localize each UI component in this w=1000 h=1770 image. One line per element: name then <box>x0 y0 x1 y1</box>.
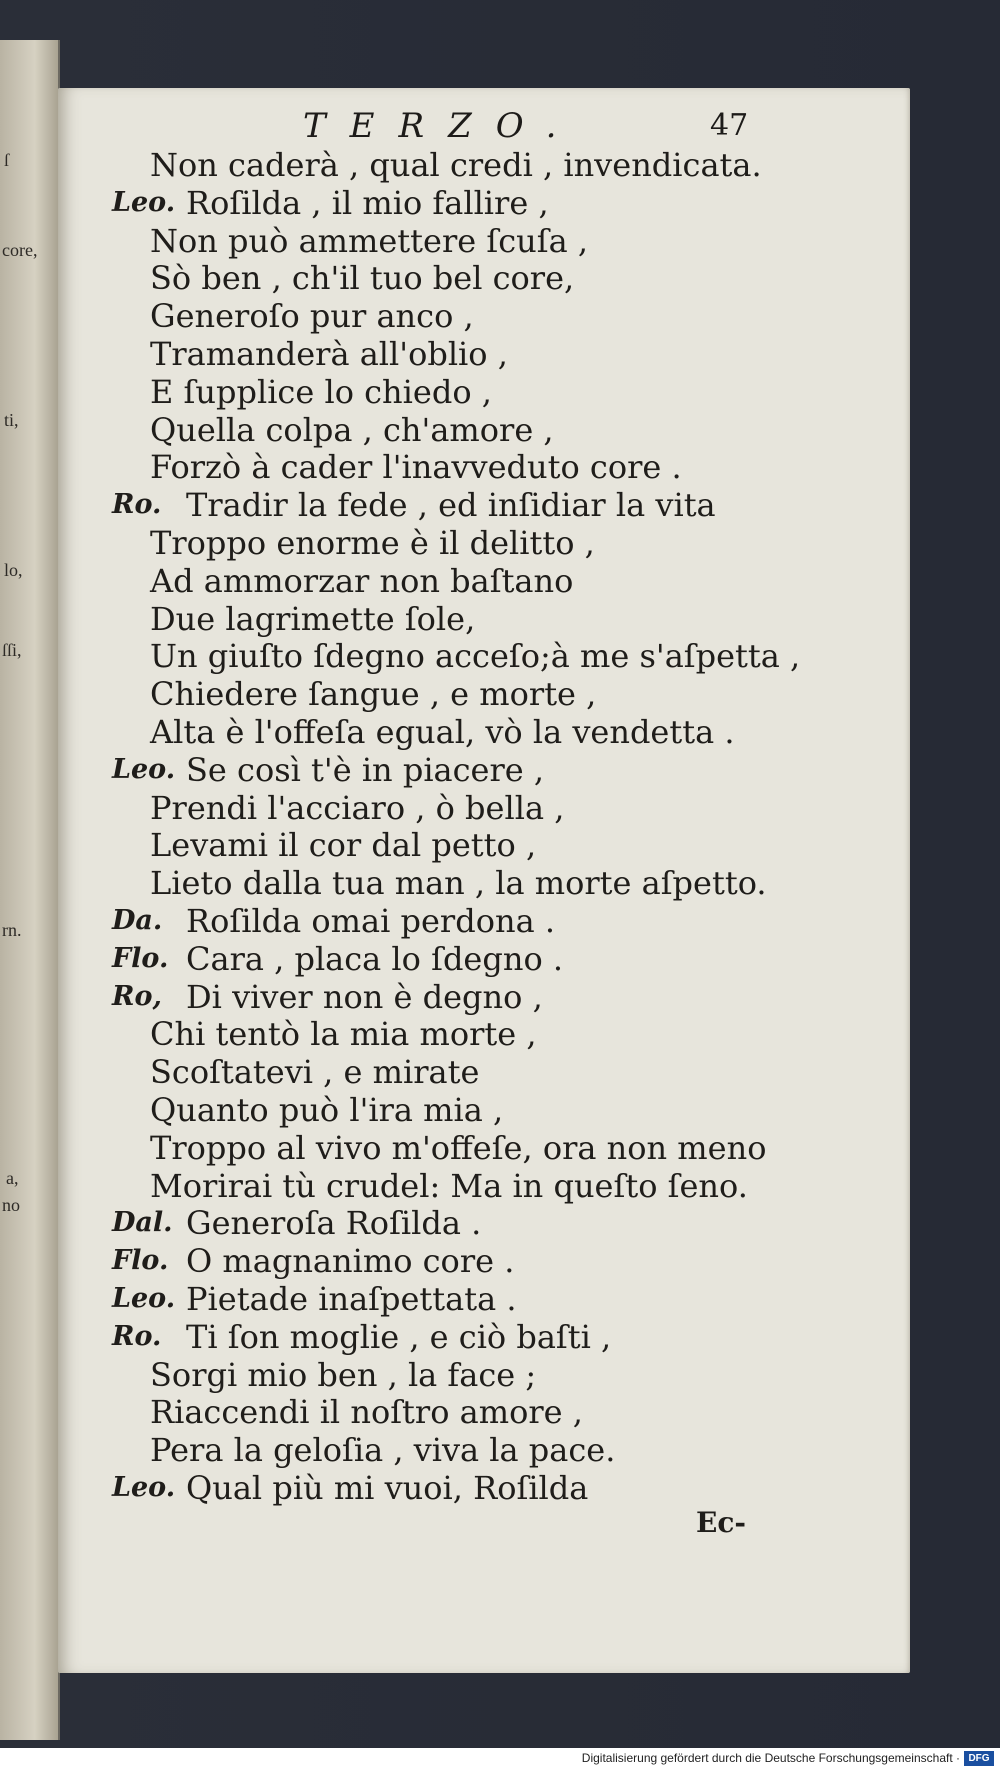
verse-text-line: Non può ammettere ſcuſa , <box>150 221 588 260</box>
verse-text-line: Sò ben , ch'il tuo bel core, <box>150 259 575 298</box>
speaker-label: Leo. <box>112 1472 176 1503</box>
verse-text-line: Pera la geloſia , viva la pace. <box>150 1431 616 1470</box>
verse-text-line: Forzò à cader l'inavveduto core . <box>150 448 682 487</box>
verse-line <box>58 1204 910 1242</box>
verse-line <box>58 637 910 675</box>
verse-text-line: Chiedere ſangue , e morte , <box>150 675 597 714</box>
verse-line <box>58 373 910 411</box>
verse-line <box>58 1280 910 1318</box>
verse-text-line: Chi tentò la mia morte , <box>150 1015 537 1054</box>
verse-text-line: Generoſa Roſilda . <box>186 1204 482 1243</box>
verse-line <box>58 1393 910 1431</box>
verse-text-line: Due lagrimette ſole, <box>150 599 476 638</box>
verse-text-line: Un giuſto ſdegno acceſo;à me s'aſpetta , <box>150 637 801 676</box>
speaker-label: Ro. <box>112 489 162 521</box>
verse-line <box>58 1091 910 1129</box>
verse-line <box>58 335 910 373</box>
verse-line <box>58 1053 910 1091</box>
verse-line <box>58 1129 910 1167</box>
verse-line <box>58 751 910 789</box>
verse-text-line: Alta è l'offeſa egual, vò la vendetta . <box>150 713 735 751</box>
verse-text-line: Levami il cor dal petto , <box>150 826 537 865</box>
verse-text-line: Tramanderà all'oblio , <box>150 335 508 373</box>
speaker-label: Da. <box>112 905 163 936</box>
verse-line <box>58 864 910 902</box>
verse-line <box>58 1242 910 1280</box>
verse-text-line: Se così t'è in piacere , <box>186 750 545 789</box>
verse-text-line: Troppo al vivo m'offeſe, ora non meno <box>150 1128 767 1167</box>
verse-text-line: Quella colpa , ch'amore , <box>150 410 554 449</box>
verse-line <box>58 1356 910 1394</box>
verse-line <box>58 524 910 562</box>
verse-text-line: Roſilda omai perdona . <box>186 902 555 940</box>
verse-text-line: Pietade inaſpettata . <box>186 1280 517 1318</box>
verse-text-line: Roſilda , il mio fallire , <box>186 183 549 222</box>
speaker-label: Flo. <box>112 1245 169 1277</box>
speaker-label: Flo. <box>112 942 169 974</box>
verse-line <box>58 675 910 713</box>
prev-page-fragment: ſ <box>4 150 10 170</box>
verse-text-line: Lieto dalla tua man , la morte aſpetto. <box>150 864 767 903</box>
footer-bar <box>0 1748 1000 1770</box>
verse-text-line: Prendi l'acciaro , ò bella , <box>150 788 565 827</box>
verse-line <box>58 146 910 184</box>
previous-page-edge <box>0 40 60 1740</box>
verse-text-line: Cara , placa lo ſdegno . <box>186 939 564 978</box>
verse-text-line: Di viver non è degno , <box>186 977 543 1016</box>
verse-text-line: Ti ſon moglie , e ciò baſti , <box>186 1317 612 1356</box>
prev-page-fragment: lo, <box>4 560 23 580</box>
footer-credit: Digitalisierung gefördert durch die Deutsche Forschungsgemeinschaft · <box>581 1751 960 1765</box>
verse-line <box>58 978 910 1016</box>
verse-line <box>58 1318 910 1356</box>
verse-line <box>58 259 910 297</box>
prev-page-fragment: rn. <box>2 920 22 940</box>
verse-line <box>58 789 910 827</box>
verse-line <box>58 902 910 940</box>
verse-text-line: O magnanimo core . <box>186 1242 515 1281</box>
prev-page-fragment: ſſi, <box>2 640 22 660</box>
verse-line <box>58 184 910 222</box>
running-head: TERZO. <box>303 106 581 146</box>
verse-text-line: Scoſtatevi , e mirate <box>150 1053 480 1092</box>
verse-line <box>58 713 910 751</box>
book-page <box>58 88 910 1673</box>
verse-line <box>58 940 910 978</box>
verse-text-line: Qual più mi vuoi, Roſilda <box>186 1469 589 1507</box>
verse-text-line: Non caderà , qual credi , invendicata. <box>150 146 762 184</box>
speaker-label: Dal. <box>112 1207 173 1239</box>
verse-text-line: Sorgi mio ben , la face ; <box>150 1355 537 1394</box>
verse-line <box>58 1015 910 1053</box>
verse-text-line: Riaccendi il noſtro amore , <box>150 1393 583 1432</box>
prev-page-fragment: a, <box>6 1168 19 1188</box>
verse-text-line: Ad ammorzar non baſtano <box>150 561 574 600</box>
speaker-label: Leo. <box>112 753 176 785</box>
verse-line <box>58 1469 910 1507</box>
verse-text-line: Quanto può l'ira mia , <box>150 1091 504 1129</box>
verse-line <box>58 411 910 449</box>
verse-line <box>58 1431 910 1469</box>
verse-line <box>58 486 910 524</box>
speaker-label: Ro, <box>112 980 162 1012</box>
verse-line <box>58 222 910 260</box>
verse-text-line: Morirai tù crudel: Ma in queſto ſeno. <box>150 1166 748 1205</box>
page-number: 47 <box>710 108 749 143</box>
verse-line <box>58 562 910 600</box>
dfg-logo: DFG <box>964 1751 994 1766</box>
verse-text-line: E ſupplice lo chiedo , <box>150 372 492 411</box>
speaker-label: Leo. <box>112 1283 176 1314</box>
verse-line <box>58 826 910 864</box>
prev-page-fragment: core, <box>2 240 38 260</box>
verse-line <box>58 1167 910 1205</box>
verse-text-line: Generoſo pur anco , <box>150 297 474 336</box>
prev-page-fragment: no <box>2 1195 20 1215</box>
verse-text-line: Tradir la fede , ed inſidiar la vita <box>186 486 716 525</box>
page-header <box>58 88 910 144</box>
speaker-label: Ro. <box>112 1320 162 1352</box>
verse-line <box>58 297 910 335</box>
catchword: Ec- <box>696 1506 747 1539</box>
prev-page-fragment: ti, <box>4 410 19 430</box>
verse-line <box>58 448 910 486</box>
verse-line <box>58 600 910 638</box>
verse-text-line: Troppo enorme è il delitto , <box>150 524 595 562</box>
speaker-label: Leo. <box>112 186 176 218</box>
